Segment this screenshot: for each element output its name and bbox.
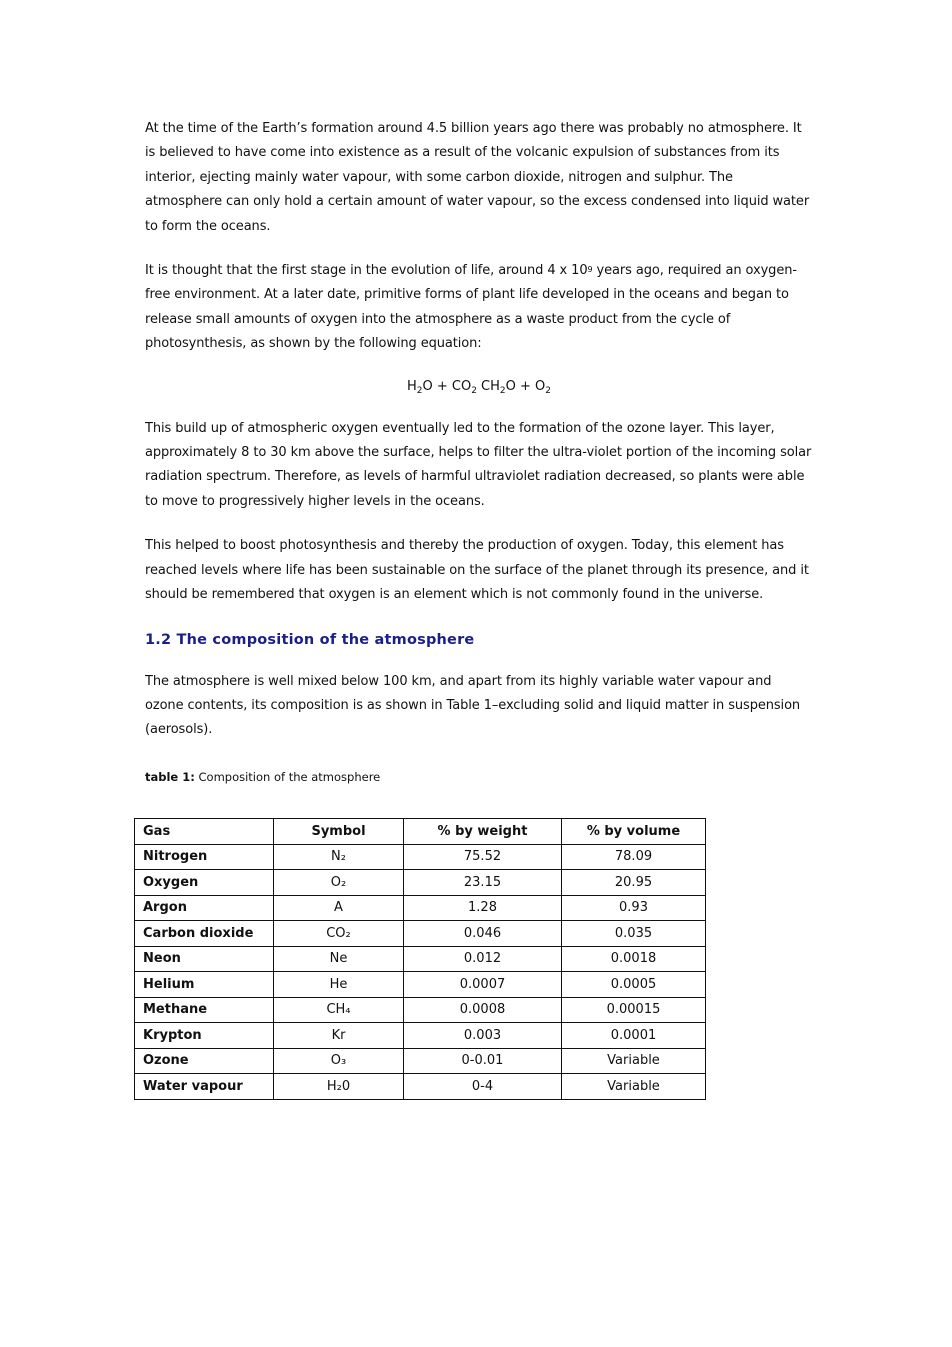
cell-weight: 0-4 <box>404 1074 562 1100</box>
cell-symbol: H₂0 <box>274 1074 404 1100</box>
cell-symbol: N₂ <box>274 844 404 870</box>
cell-symbol: He <box>274 972 404 998</box>
cell-volume: 0.035 <box>562 921 706 947</box>
cell-gas: Helium <box>135 972 274 998</box>
table-row <box>135 1074 706 1100</box>
table-row <box>135 870 706 896</box>
equation-subscript: 2 <box>545 385 552 396</box>
header-gas: Gas <box>135 819 274 845</box>
paragraph-evolution-of-life <box>145 259 813 357</box>
table-caption-text: Composition of the atmosphere <box>194 769 381 784</box>
table-row <box>135 972 706 998</box>
cell-volume: 0.0018 <box>562 946 706 972</box>
table-row <box>135 921 706 947</box>
exponent: 9 <box>587 265 593 275</box>
cell-gas: Carbon dioxide <box>135 921 274 947</box>
paragraph-text-after-exponent: years ago, required an oxygen-free environment. At a later date, primitive forms of plant life developed in the oceans and began to release small amounts of oxygen into the atmosphere as a waste product from the cycle of photosynthesis, as shown by the following equation: <box>145 263 797 352</box>
cell-weight: 23.15 <box>404 870 562 896</box>
cell-volume: 0.0005 <box>562 972 706 998</box>
equation-subscript: 2 <box>471 385 477 396</box>
cell-gas: Krypton <box>135 1023 274 1049</box>
cell-volume: Variable <box>562 1048 706 1074</box>
paragraph-text-before-exponent: It is thought that the first stage in the evolution of life, around 4 x 10 <box>145 263 588 279</box>
equation-part: O + O <box>505 378 546 394</box>
cell-symbol: O₂ <box>274 870 404 896</box>
cell-weight: 0-0.01 <box>404 1048 562 1074</box>
cell-gas: Methane <box>135 997 274 1023</box>
paragraph-composition: The atmosphere is well mixed below 100 km, and apart from its highly variable water vapour and ozone contents, its composition is as shown in Table 1–excluding solid and liquid matter in suspension (aerosols). <box>145 673 801 738</box>
cell-volume: 0.00015 <box>562 997 706 1023</box>
table-header-row <box>135 819 706 845</box>
paragraph-oxygen-production: This helped to boost photosynthesis and thereby the production of oxygen. Today, this element has reached levels where life has been sustainable on the surface of the planet through its presence, and it should be remembered that oxygen is an element which is not commonly found in the universe. <box>145 538 809 603</box>
cell-volume: 0.0001 <box>562 1023 706 1049</box>
cell-gas: Nitrogen <box>135 844 274 870</box>
cell-weight: 0.012 <box>404 946 562 972</box>
cell-volume: 78.09 <box>562 844 706 870</box>
cell-symbol: O₃ <box>274 1048 404 1074</box>
paragraph-atmosphere-origin: At the time of the Earth’s formation around 4.5 billion years ago there was probably no atmosphere. It is believed to have come into existence as a result of the volcanic expulsion of substances from its interior, ejecting mainly water vapour, with some carbon dioxide, nitrogen and sulphur. The atmosphere can only hold a certain amount of water vapour, so the excess condensed into liquid water to form the oceans. <box>145 121 810 234</box>
cell-gas: Ozone <box>135 1048 274 1074</box>
cell-weight: 1.28 <box>404 895 562 921</box>
table-row <box>135 895 706 921</box>
cell-gas: Oxygen <box>135 870 274 896</box>
equation-part: H <box>406 378 417 394</box>
cell-gas: Water vapour <box>135 1074 274 1100</box>
cell-weight: 0.0008 <box>404 997 562 1023</box>
cell-volume: 0.93 <box>562 895 706 921</box>
cell-volume: Variable <box>562 1074 706 1100</box>
header-symbol: Symbol <box>274 819 404 845</box>
equation-subscript: 2 <box>499 385 506 396</box>
document-body <box>145 117 813 785</box>
table-row <box>135 1048 706 1074</box>
cell-gas: Argon <box>135 895 274 921</box>
cell-volume: 20.95 <box>562 870 706 896</box>
cell-weight: 75.52 <box>404 844 562 870</box>
cell-weight: 0.003 <box>404 1023 562 1049</box>
cell-weight: 0.0007 <box>404 972 562 998</box>
cell-symbol: A <box>274 895 404 921</box>
composition-table <box>134 818 706 1100</box>
paragraph-ozone-layer: This build up of atmospheric oxygen eventually led to the formation of the ozone layer. This layer, approximately 8 to 30 km above the surface, helps to filter the ultra-violet portion of the incoming solar radiation spectrum. Therefore, as levels of harmful ultraviolet radiation decreased, so plants were able to move to progressively higher levels in the oceans. <box>145 420 812 509</box>
header-volume: % by volume <box>562 819 706 845</box>
cell-symbol: CO₂ <box>274 921 404 947</box>
header-weight: % by weight <box>404 819 562 845</box>
equation-part: CH <box>476 378 500 394</box>
equation-part: O + CO <box>422 378 472 394</box>
table-row <box>135 844 706 870</box>
equation-subscript: 2 <box>416 385 423 396</box>
cell-gas: Neon <box>135 946 274 972</box>
photosynthesis-equation <box>145 375 813 400</box>
cell-symbol: Ne <box>274 946 404 972</box>
cell-symbol: Kr <box>274 1023 404 1049</box>
table-caption-label: table 1: <box>145 769 195 784</box>
cell-symbol: CH₄ <box>274 997 404 1023</box>
table-caption <box>145 769 813 785</box>
section-heading: 1.2 The composition of the atmosphere <box>145 631 475 648</box>
table-row <box>135 1023 706 1049</box>
table-row <box>135 997 706 1023</box>
table-row <box>135 946 706 972</box>
cell-weight: 0.046 <box>404 921 562 947</box>
